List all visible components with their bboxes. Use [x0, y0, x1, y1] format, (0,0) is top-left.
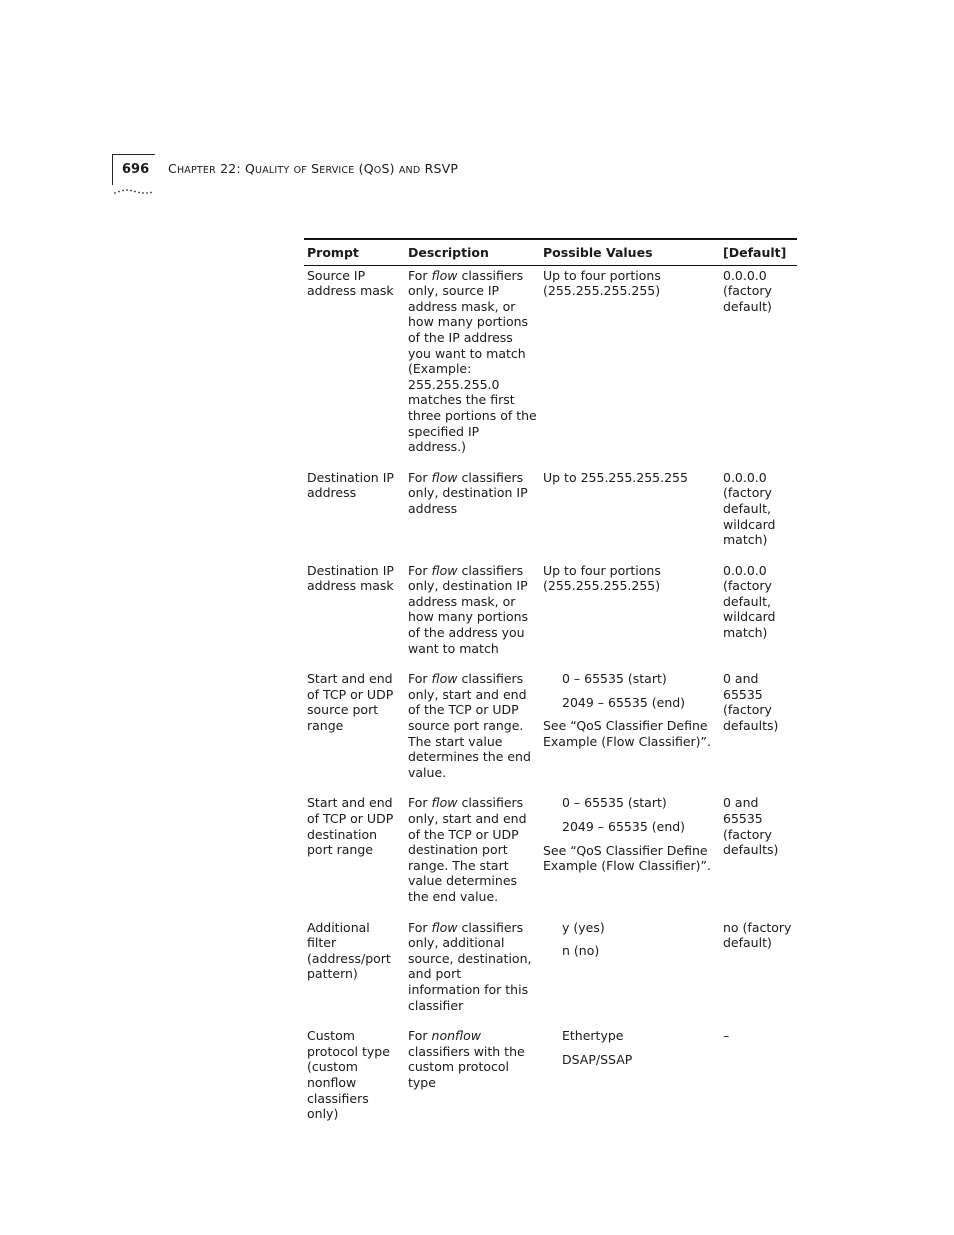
- chapter-title-part: O: [373, 165, 382, 176]
- description-emphasis: flow: [431, 469, 458, 485]
- cell-prompt: Start and end of TCP or UDP destination port range: [307, 795, 394, 858]
- chapter-title-part: HAPTER: [176, 165, 216, 176]
- cell-description: [405, 663, 540, 787]
- possible-value-option: 2049 – 65535 (end): [562, 819, 686, 834]
- description-text: classifiers with the custom protocol type: [408, 1043, 525, 1090]
- cell-possible-values: [540, 1020, 720, 1129]
- see-reference: See “QoS Classifier Define Example (Flow Classifier)”.: [543, 842, 711, 874]
- cell-possible-values: [540, 912, 720, 1021]
- description-emphasis: flow: [431, 919, 458, 935]
- cell-description: [405, 462, 540, 555]
- cell-default: no (factory default): [723, 919, 792, 951]
- cell-prompt: Source IP address mask: [307, 267, 394, 299]
- description-text: For: [408, 267, 432, 283]
- chapter-title-part: 22:: [215, 161, 245, 176]
- description-text: For: [408, 919, 432, 935]
- table-header: [304, 239, 797, 265]
- chapter-title-part: S): [381, 161, 399, 176]
- possible-value-option: Ethertype: [562, 1028, 624, 1044]
- description-text: classifiers only, destination IP address: [408, 469, 528, 516]
- page-header: [112, 154, 632, 198]
- table-row: [304, 265, 797, 462]
- header-possible-values: Possible Values: [540, 239, 720, 265]
- cell-default: 0.0.0.0 (factory default, wildcard match): [723, 562, 776, 641]
- cell-description: [405, 555, 540, 664]
- cell-prompt: Start and end of TCP or UDP source port range: [307, 671, 394, 734]
- cell-possible-values: [540, 265, 720, 462]
- table-body: [304, 265, 797, 1129]
- possible-values-text: Up to four portions (255.255.255.255): [543, 267, 661, 299]
- description-text: classifiers only, start and end of the TCP or UDP source port range. The start value determines the end value.: [408, 671, 531, 780]
- chapter-title-part: OF: [293, 165, 307, 176]
- chapter-title: [168, 162, 458, 178]
- possible-values-text: Up to four portions (255.255.255.255): [543, 562, 661, 594]
- cell-default: 0 and 65535 (factory defaults): [723, 671, 779, 734]
- chapter-title-part: S: [306, 161, 320, 176]
- possible-value-option: 0 – 65535 (start): [562, 795, 667, 811]
- chapter-title-part: RSVP: [420, 161, 459, 176]
- description-emphasis: flow: [431, 795, 458, 811]
- table-row: [304, 787, 797, 911]
- cell-default: 0 and 65535 (factory defaults): [723, 795, 779, 858]
- possible-value-option: 2049 – 65535 (end): [562, 694, 686, 710]
- cell-possible-values: [540, 663, 720, 787]
- description-text: For: [408, 671, 432, 687]
- description-text: classifiers only, source IP address mask, or how many portions of the IP address you want to match (Example: 255.255.255.0 matches the first three portions of the specified IP address.): [408, 267, 537, 455]
- description-text: classifiers only, start and end of the TCP or UDP destination port range. The start value determines the end value.: [408, 795, 527, 904]
- page-number-frame: [112, 154, 155, 185]
- cell-description: [405, 265, 540, 462]
- possible-value-option: y (yes): [562, 919, 605, 935]
- description-emphasis: flow: [431, 267, 458, 283]
- cell-default: –: [723, 1028, 730, 1044]
- chapter-title-part: UALITY: [255, 165, 290, 176]
- cell-possible-values: [540, 787, 720, 911]
- description-text: For: [408, 562, 432, 578]
- dotted-rule-decoration: [112, 184, 154, 196]
- chapter-title-part: ERVICE: [319, 165, 355, 176]
- cell-prompt: Destination IP address mask: [307, 562, 394, 594]
- possible-values-text: Up to 255.255.255.255: [543, 469, 688, 485]
- cell-prompt: Destination IP address: [307, 469, 394, 501]
- cell-description: [405, 1020, 540, 1129]
- cell-prompt: Additional filter (address/port pattern): [307, 919, 391, 982]
- cell-default: 0.0.0.0 (factory default): [723, 267, 772, 314]
- table-row: [304, 912, 797, 1021]
- table-row: [304, 663, 797, 787]
- chapter-title-part: Q: [245, 161, 256, 176]
- possible-value-option: n (no): [562, 943, 600, 959]
- header-description: Description: [405, 239, 540, 265]
- cell-description: [405, 787, 540, 911]
- description-text: classifiers only, additional source, destination, and port information for this classifier: [408, 919, 532, 1013]
- parameter-table: [304, 238, 797, 1129]
- cell-possible-values: [540, 555, 720, 664]
- header-default: [Default]: [720, 239, 797, 265]
- chapter-title-part: (Q: [354, 161, 374, 176]
- possible-value-option: 0 – 65535 (start): [562, 671, 667, 687]
- cell-prompt: Custom protocol type (custom nonflow classifiers only): [307, 1028, 390, 1122]
- description-emphasis: nonflow: [431, 1028, 481, 1044]
- cell-description: [405, 912, 540, 1021]
- parameter-table-container: [304, 238, 797, 1129]
- see-reference: See “QoS Classifier Define Example (Flow Classifier)”.: [543, 718, 711, 750]
- table-row: [304, 555, 797, 664]
- chapter-title-part: C: [168, 161, 177, 176]
- page-number: 696: [122, 162, 150, 177]
- header-prompt: Prompt: [304, 239, 405, 265]
- description-text: For: [408, 795, 432, 811]
- description-text: For: [408, 1028, 432, 1044]
- description-text: classifiers only, destination IP address mask, or how many portions of the address you want to match: [408, 562, 529, 656]
- table-row: [304, 462, 797, 555]
- chapter-title-part: AND: [398, 165, 421, 176]
- cell-default: 0.0.0.0 (factory default, wildcard match): [723, 469, 776, 548]
- cell-possible-values: [540, 462, 720, 555]
- description-text: For: [408, 469, 432, 485]
- description-emphasis: flow: [431, 671, 458, 687]
- description-emphasis: flow: [431, 562, 458, 578]
- possible-value-option: DSAP/SSAP: [562, 1051, 633, 1067]
- table-row: [304, 1020, 797, 1129]
